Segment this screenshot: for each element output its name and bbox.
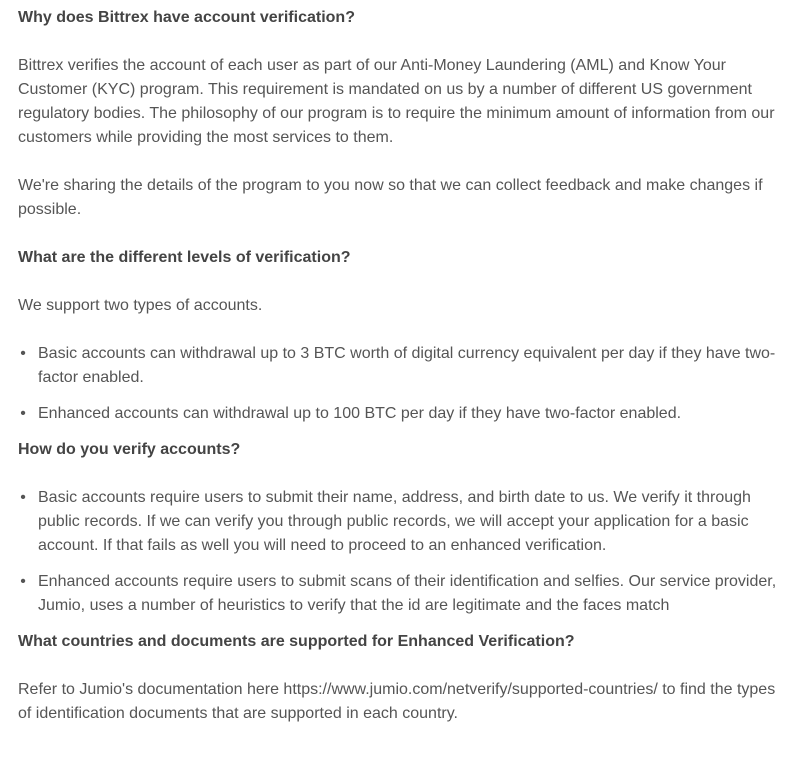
list-item (20, 486, 790, 558)
paragraph: Bittrex verifies the account of each user as part of our Anti-Money Laundering (AML) and Know Your Customer (KYC) program. This requirement is mandated on us by a number of different US government regulatory bodies. The philosophy of our program is to require the minimum amount of information from our customers while providing the most services to them. (18, 57, 775, 146)
list-item-text: Basic accounts require users to submit their name, address, and birth date to us. We verify it through public records. If we can verify you through public records, we will accept your application for a basic account. If that fails as well you will need to proceed to an enhanced verification. (38, 489, 751, 554)
section-how-verify (18, 438, 790, 618)
list-item (20, 342, 790, 390)
list-item (20, 570, 790, 618)
section-heading: How do you verify accounts? (18, 441, 241, 458)
bullet-list (18, 486, 790, 618)
list-item-text: Enhanced accounts can withdrawal up to 100 BTC per day if they have two-factor enabled. (38, 405, 682, 422)
section-why-verification (18, 6, 790, 222)
list-item-text: Basic accounts can withdrawal up to 3 BTC worth of digital currency equivalent per day if they have two-factor enabled. (38, 345, 776, 386)
paragraph: We're sharing the details of the program to you now so that we can collect feedback and make changes if possible. (18, 177, 763, 218)
section-heading: What countries and documents are supported for Enhanced Verification? (18, 633, 575, 650)
list-item (20, 402, 790, 426)
section-heading: Why does Bittrex have account verification? (18, 9, 355, 26)
bullet-list (18, 342, 790, 426)
faq-article (0, 6, 790, 726)
bullet-icon: • (20, 345, 26, 362)
bullet-icon: • (20, 405, 26, 422)
bullet-icon: • (20, 573, 26, 590)
section-supported-countries (18, 630, 790, 726)
section-verification-levels (18, 246, 790, 426)
list-item-text: Enhanced accounts require users to submit scans of their identification and selfies. Our service provider, Jumio, uses a number of heuristics to verify that the id are legitimate and the faces match (38, 573, 777, 614)
bullet-icon: • (20, 489, 26, 506)
paragraph: We support two types of accounts. (18, 297, 263, 314)
paragraph: Refer to Jumio's documentation here https://www.jumio.com/netverify/supported-countries/ to find the types of identification documents that are supported in each country. (18, 681, 776, 722)
section-heading: What are the different levels of verification? (18, 249, 351, 266)
